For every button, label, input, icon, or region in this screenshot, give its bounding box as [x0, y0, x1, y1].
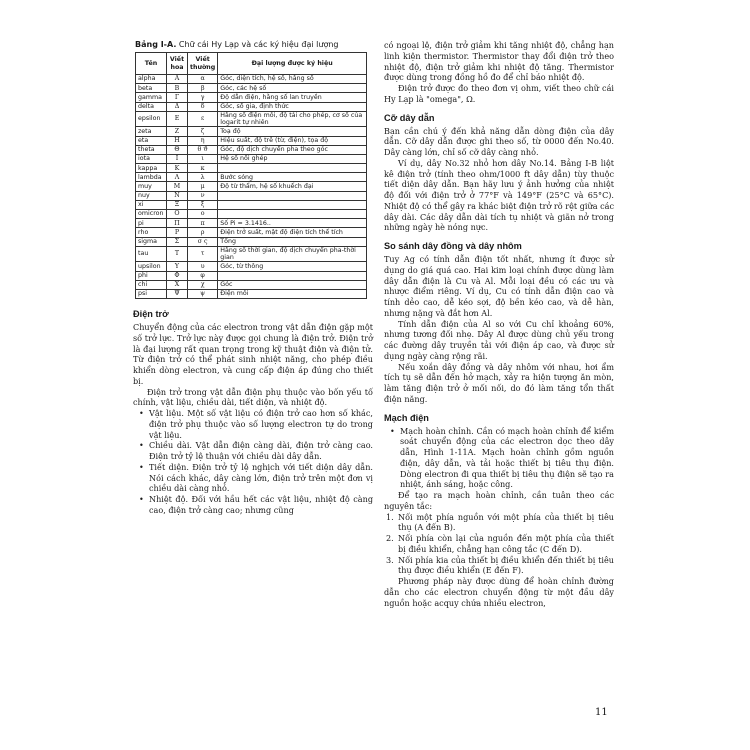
- cell-lowercase: ι: [188, 154, 218, 163]
- cell-lowercase: ο: [188, 210, 218, 219]
- left-column: [133, 40, 373, 516]
- table-row: [136, 173, 367, 182]
- cell-uppercase: Κ: [167, 164, 188, 173]
- paragraph: Để tạo ra mạch hoàn chỉnh, cần tuân theo các nguyên tắc:: [384, 490, 614, 511]
- cell-name: tau: [136, 246, 167, 262]
- cell-lowercase: β: [188, 84, 218, 93]
- cell-quantity: Hằng số điện môi, độ tải cho phép, cơ số của logarit tự nhiên: [218, 111, 367, 127]
- cell-name: xi: [136, 200, 167, 209]
- cell-quantity: Góc: [218, 280, 367, 289]
- cell-uppercase: Δ: [167, 102, 188, 111]
- cell-quantity: [218, 200, 367, 209]
- cell-uppercase: Ε: [167, 111, 188, 127]
- cell-name: alpha: [136, 75, 167, 84]
- header-quantity: Đại lượng được ký hiệu: [218, 53, 367, 75]
- cell-lowercase: ε: [188, 111, 218, 127]
- table-row: [136, 136, 367, 145]
- cell-name: gamma: [136, 93, 167, 102]
- cell-uppercase: Ζ: [167, 127, 188, 136]
- cell-lowercase: φ: [188, 271, 218, 280]
- list-item: • Chiều dài. Vật dẫn điện càng dài, điện trở càng cao. Điện trở tỷ lệ thuận với chiều dài dây dẫn.: [139, 440, 373, 462]
- cell-name: delta: [136, 102, 167, 111]
- table-row: [136, 262, 367, 271]
- cell-quantity: [218, 191, 367, 200]
- cell-quantity: Điện môi: [218, 289, 367, 298]
- list-item-text: Mạch hoàn chỉnh. Cần có mạch hoàn chỉnh để kiểm soát chuyển động của các electron dọc theo dây dẫn, Hình 1-11A. Mạch hoàn chỉnh gồm nguồn điện, dây dẫn, và tải hoặc thiết bị tiêu thụ điện. Dòng electron đi qua thiết bị tiêu thụ điện sẽ tạo ra nhiệt, ánh sáng, hoặc công.: [400, 425, 614, 490]
- cell-name: theta: [136, 145, 167, 154]
- cell-uppercase: Η: [167, 136, 188, 145]
- cell-name: upsilon: [136, 262, 167, 271]
- table-row: [136, 271, 367, 280]
- cell-lowercase: η: [188, 136, 218, 145]
- table-row: [136, 84, 367, 93]
- list-item-text: Nối một phía nguồn với một phía của thiết bị tiêu thụ (A đến B).: [398, 511, 614, 533]
- list-item-text: Vật liệu. Một số vật liệu có điện trở cao hơn số khác, điện trở phụ thuộc vào số lượng electron tự do trong vật liệu.: [149, 408, 373, 440]
- cell-name: iota: [136, 154, 167, 163]
- table-row: [136, 200, 367, 209]
- cell-uppercase: Ρ: [167, 228, 188, 237]
- table-caption-label: Bảng I-A.: [135, 40, 177, 49]
- list-item: 1. Nối một phía nguồn với một phía của thiết bị tiêu thụ (A đến B).: [386, 511, 614, 533]
- header-name: Tên: [136, 53, 167, 75]
- cell-lowercase: λ: [188, 173, 218, 182]
- cell-uppercase: Π: [167, 219, 188, 228]
- table-caption-text: Chữ cái Hy Lạp và các ký hiệu đại lượng: [176, 40, 339, 49]
- cell-quantity: Số Pi = 3.1416..: [218, 219, 367, 228]
- paragraph: Tuy Ag có tính dẫn điện tốt nhất, nhưng ít được sử dụng do giá quá cao. Hai kim loại chính được dùng làm dây dẫn điện là Cu và Al. Mỗi loại đều có các ưu và nhược điểm riêng. Ví dụ, Cu có tính dẫn điện cao và tính dẻo cao, dễ kéo sợi, độ bền kéo cao, và dễ hàn, nhưng nặng và đắt hơn Al.: [384, 254, 614, 318]
- cell-lowercase: δ: [188, 102, 218, 111]
- cell-lowercase: π: [188, 219, 218, 228]
- table-row: [136, 219, 367, 228]
- list-item: • Mạch hoàn chỉnh. Cần có mạch hoàn chỉnh để kiểm soát chuyển động của các electron dọc theo dây dẫn, Hình 1-11A. Mạch hoàn chỉnh gồm nguồn điện, dây dẫn, và tải hoặc thiết bị tiêu thụ điện. Dòng electron đi qua thiết bị tiêu thụ điện sẽ tạo ra nhiệt, ánh sáng, hoặc công.: [390, 425, 614, 490]
- cell-uppercase: Γ: [167, 93, 188, 102]
- cell-quantity: Hệ số nối ghép: [218, 154, 367, 163]
- greek-alphabet-table: [135, 52, 367, 299]
- cell-uppercase: Β: [167, 84, 188, 93]
- paragraph: Phương pháp này được dùng để hoàn chỉnh đường dẫn cho các electron chuyển động từ một đầu dây nguồn hoặc acquy chứa nhiều electron,: [384, 576, 614, 608]
- right-column: [384, 40, 614, 608]
- list-item-text: Nhiệt độ. Đối với hầu hết các vật liệu, nhiệt độ càng cao, điện trở càng cao; nhưng cũng: [149, 494, 373, 515]
- cell-uppercase: Σ: [167, 237, 188, 246]
- header-uppercase: Viết hoa: [167, 53, 188, 75]
- cell-quantity: [218, 271, 367, 280]
- list-item-text: Nối phía còn lại của nguồn đến một phía của thiết bị điều khiển, chẳng hạn công tắc (C đến D).: [398, 533, 614, 554]
- table-row: [136, 237, 367, 246]
- list-item: • Nhiệt độ. Đối với hầu hết các vật liệu, nhiệt độ càng cao, điện trở càng cao; nhưng cũng: [139, 494, 373, 515]
- cell-lowercase: χ: [188, 280, 218, 289]
- paragraph: Chuyển động của các electron trong vật dẫn điện gặp một số trở lực. Trở lực này được gọi chung là điện trở. Điện trở là đại lượng rất quan trọng trong kỹ thuật điện và điện tử. Từ điện trở có thể phát sinh nhiệt năng, cho phép điều khiển dòng electron, và cung cấp điện áp đúng cho thiết bị.: [133, 322, 373, 386]
- paragraph: Tính dẫn điện của Al so với Cu chỉ khoảng 60%, nhưng tương đối nhẹ. Dây Al được dùng chủ yếu trong các đường dây truyền tải với điện áp cao, và được sử dụng ngày càng rộng rãi.: [384, 318, 614, 361]
- cell-lowercase: ρ: [188, 228, 218, 237]
- cell-name: psi: [136, 289, 167, 298]
- cell-quantity: [218, 210, 367, 219]
- cell-quantity: Góc, độ dịch chuyển pha theo góc: [218, 145, 367, 154]
- cell-lowercase: ζ: [188, 127, 218, 136]
- cell-uppercase: Λ: [167, 173, 188, 182]
- heading-resistance: Điện trở: [133, 309, 169, 320]
- table-row: [136, 93, 367, 102]
- cell-quantity: Hiệu suất, độ trễ (từ, điện), tọa độ: [218, 136, 367, 145]
- cell-uppercase: Υ: [167, 262, 188, 271]
- cell-uppercase: Ξ: [167, 200, 188, 209]
- list-item: 2. Nối phía còn lại của nguồn đến một phía của thiết bị điều khiển, chẳng hạn công tắc (C đến D).: [386, 533, 614, 554]
- cell-name: omicron: [136, 210, 167, 219]
- paragraph: Điện trở trong vật dẫn điện phụ thuộc vào bốn yếu tố chính, vật liệu, chiều dài, tiết diện, và nhiệt độ.: [133, 386, 373, 408]
- paragraph: Ví dụ, dây No.32 nhỏ hơn dây No.14. Bảng I-B liệt kê điện trở (tính theo ohm/1000 ft dây dẫn) tùy thuộc tiết diện dây dẫn. Bạn hãy lưu ý ảnh hưởng của nhiệt độ đối với điện trở ở 77°F và 149°F (25°C và 65°C). Nhiệt độ có thể gây ra khác biệt điện trở rõ rệt giữa các dây dài. Các dây dẫn dài tích tụ nhiệt và giãn nở trong những ngày hè nóng nực.: [384, 157, 614, 233]
- cell-uppercase: Χ: [167, 280, 188, 289]
- table-row: [136, 75, 367, 84]
- cell-name: pi: [136, 219, 167, 228]
- cell-uppercase: Ι: [167, 154, 188, 163]
- table-row: [136, 102, 367, 111]
- table-row: [136, 191, 367, 200]
- cell-name: kappa: [136, 164, 167, 173]
- cell-lowercase: ν: [188, 191, 218, 200]
- heading-wire-gauge: Cỡ dây dẫn: [384, 112, 435, 123]
- cell-uppercase: Ψ: [167, 289, 188, 298]
- circuit-bullet-list: [384, 426, 614, 491]
- table-row: [136, 164, 367, 173]
- cell-uppercase: Ο: [167, 210, 188, 219]
- cell-lowercase: μ: [188, 182, 218, 191]
- header-lowercase: Viết thường: [188, 53, 218, 75]
- list-item-text: Tiết diện. Điện trở tỷ lệ nghịch với tiết diện dây dẫn. Nói cách khác, dây càng lớn, điện trở trên một đơn vị chiều dài càng nhỏ.: [149, 461, 373, 494]
- cell-name: eta: [136, 136, 167, 145]
- cell-uppercase: Θ: [167, 145, 188, 154]
- cell-lowercase: θ ϑ: [188, 145, 218, 154]
- table-row: [136, 182, 367, 191]
- cell-lowercase: ψ: [188, 289, 218, 298]
- page-number: 11: [595, 707, 608, 718]
- cell-uppercase: Α: [167, 75, 188, 84]
- list-item: • Tiết diện. Điện trở tỷ lệ nghịch với tiết diện dây dẫn. Nói cách khác, dây càng lớn, điện trở trên một đơn vị chiều dài càng nhỏ.: [139, 461, 373, 494]
- paragraph: Bạn cần chú ý đến khả năng dẫn dòng điện của dây dẫn. Cỡ dây dẫn được ghi theo số, từ 0000 đến No.40. Dây càng lớn, chỉ số cỡ dây càng nhỏ.: [384, 125, 614, 157]
- cell-lowercase: τ: [188, 246, 218, 262]
- cell-lowercase: σ ς: [188, 237, 218, 246]
- paragraph: có ngoại lệ, điện trở giảm khi tăng nhiệt độ, chẳng hạn linh kiện thermistor. Thermistor thay đổi điện trở theo nhiệt độ, điện trở giảm khi nhiệt độ tăng. Thermistor được dùng trong đồng hồ đo để chỉ báo nhiệt độ.: [384, 40, 614, 83]
- table-caption: [135, 40, 373, 50]
- cell-quantity: Góc, từ thông: [218, 262, 367, 271]
- cell-quantity: Toạ độ: [218, 127, 367, 136]
- cell-quantity: Điện trở suất, mật độ điện tích thể tích: [218, 228, 367, 237]
- circuit-steps-list: [384, 512, 614, 577]
- cell-name: muy: [136, 182, 167, 191]
- table-row: [136, 246, 367, 262]
- table-row: [136, 154, 367, 163]
- table-row: [136, 289, 367, 298]
- table-row: [136, 111, 367, 127]
- heading-circuit: Mạch điện: [384, 412, 429, 423]
- heading-copper-vs-aluminum: So sánh dây đồng và dây nhôm: [384, 241, 522, 251]
- cell-lowercase: ξ: [188, 200, 218, 209]
- cell-name: phi: [136, 271, 167, 280]
- cell-quantity: Độ dẫn điện, hằng số lan truyền: [218, 93, 367, 102]
- cell-quantity: Bước sóng: [218, 173, 367, 182]
- cell-quantity: Độ từ thẩm, hệ số khuếch đại: [218, 182, 367, 191]
- cell-lowercase: υ: [188, 262, 218, 271]
- paragraph: Nếu xoắn dây đồng và dây nhôm với nhau, hơi ẩm tích tụ sẽ dẫn đến hở mạch, xảy ra hiện tượng ăn mòn, làm tăng điện trở ở mối nối, do đó làm tăng tổn thất điện năng.: [384, 361, 614, 404]
- table-row: [136, 210, 367, 219]
- cell-quantity: Góc, số gia, định thức: [218, 102, 367, 111]
- table-row: [136, 145, 367, 154]
- list-item: • Vật liệu. Một số vật liệu có điện trở cao hơn số khác, điện trở phụ thuộc vào số lượng electron tự do trong vật liệu.: [139, 408, 373, 440]
- resistance-factor-list: [133, 408, 373, 516]
- cell-name: nuy: [136, 191, 167, 200]
- cell-lowercase: α: [188, 75, 218, 84]
- list-item: 3. Nối phía kia của thiết bị điều khiển đến thiết bị tiêu thụ được điều khiển (E đến F).: [386, 554, 614, 576]
- cell-uppercase: Τ: [167, 246, 188, 262]
- cell-name: beta: [136, 84, 167, 93]
- cell-quantity: Góc, các hệ số: [218, 84, 367, 93]
- cell-name: chi: [136, 280, 167, 289]
- list-item-text: Chiều dài. Vật dẫn điện càng dài, điện trở càng cao. Điện trở tỷ lệ thuận với chiều dài dây dẫn.: [149, 440, 373, 462]
- table-row: [136, 127, 367, 136]
- list-item-text: Nối phía kia của thiết bị điều khiển đến thiết bị tiêu thụ được điều khiển (E đến F).: [398, 554, 614, 576]
- cell-lowercase: γ: [188, 93, 218, 102]
- cell-quantity: Hằng số thời gian, độ dịch chuyển pha-thời gian: [218, 246, 367, 262]
- table-row: [136, 280, 367, 289]
- cell-uppercase: Ν: [167, 191, 188, 200]
- paragraph: Điện trở được đo theo đơn vị ohm, viết theo chữ cái Hy Lạp là "omega", Ω.: [384, 83, 614, 104]
- cell-quantity: Tổng: [218, 237, 367, 246]
- table-body: [136, 75, 367, 299]
- table-header-row: [136, 53, 367, 75]
- cell-quantity: [218, 164, 367, 173]
- cell-lowercase: κ: [188, 164, 218, 173]
- cell-uppercase: Φ: [167, 271, 188, 280]
- cell-quantity: Góc, diện tích, hệ số, hằng số: [218, 75, 367, 84]
- cell-name: sigma: [136, 237, 167, 246]
- cell-uppercase: Μ: [167, 182, 188, 191]
- cell-name: rho: [136, 228, 167, 237]
- cell-name: zeta: [136, 127, 167, 136]
- table-row: [136, 228, 367, 237]
- cell-name: lambda: [136, 173, 167, 182]
- cell-name: epsilon: [136, 111, 167, 127]
